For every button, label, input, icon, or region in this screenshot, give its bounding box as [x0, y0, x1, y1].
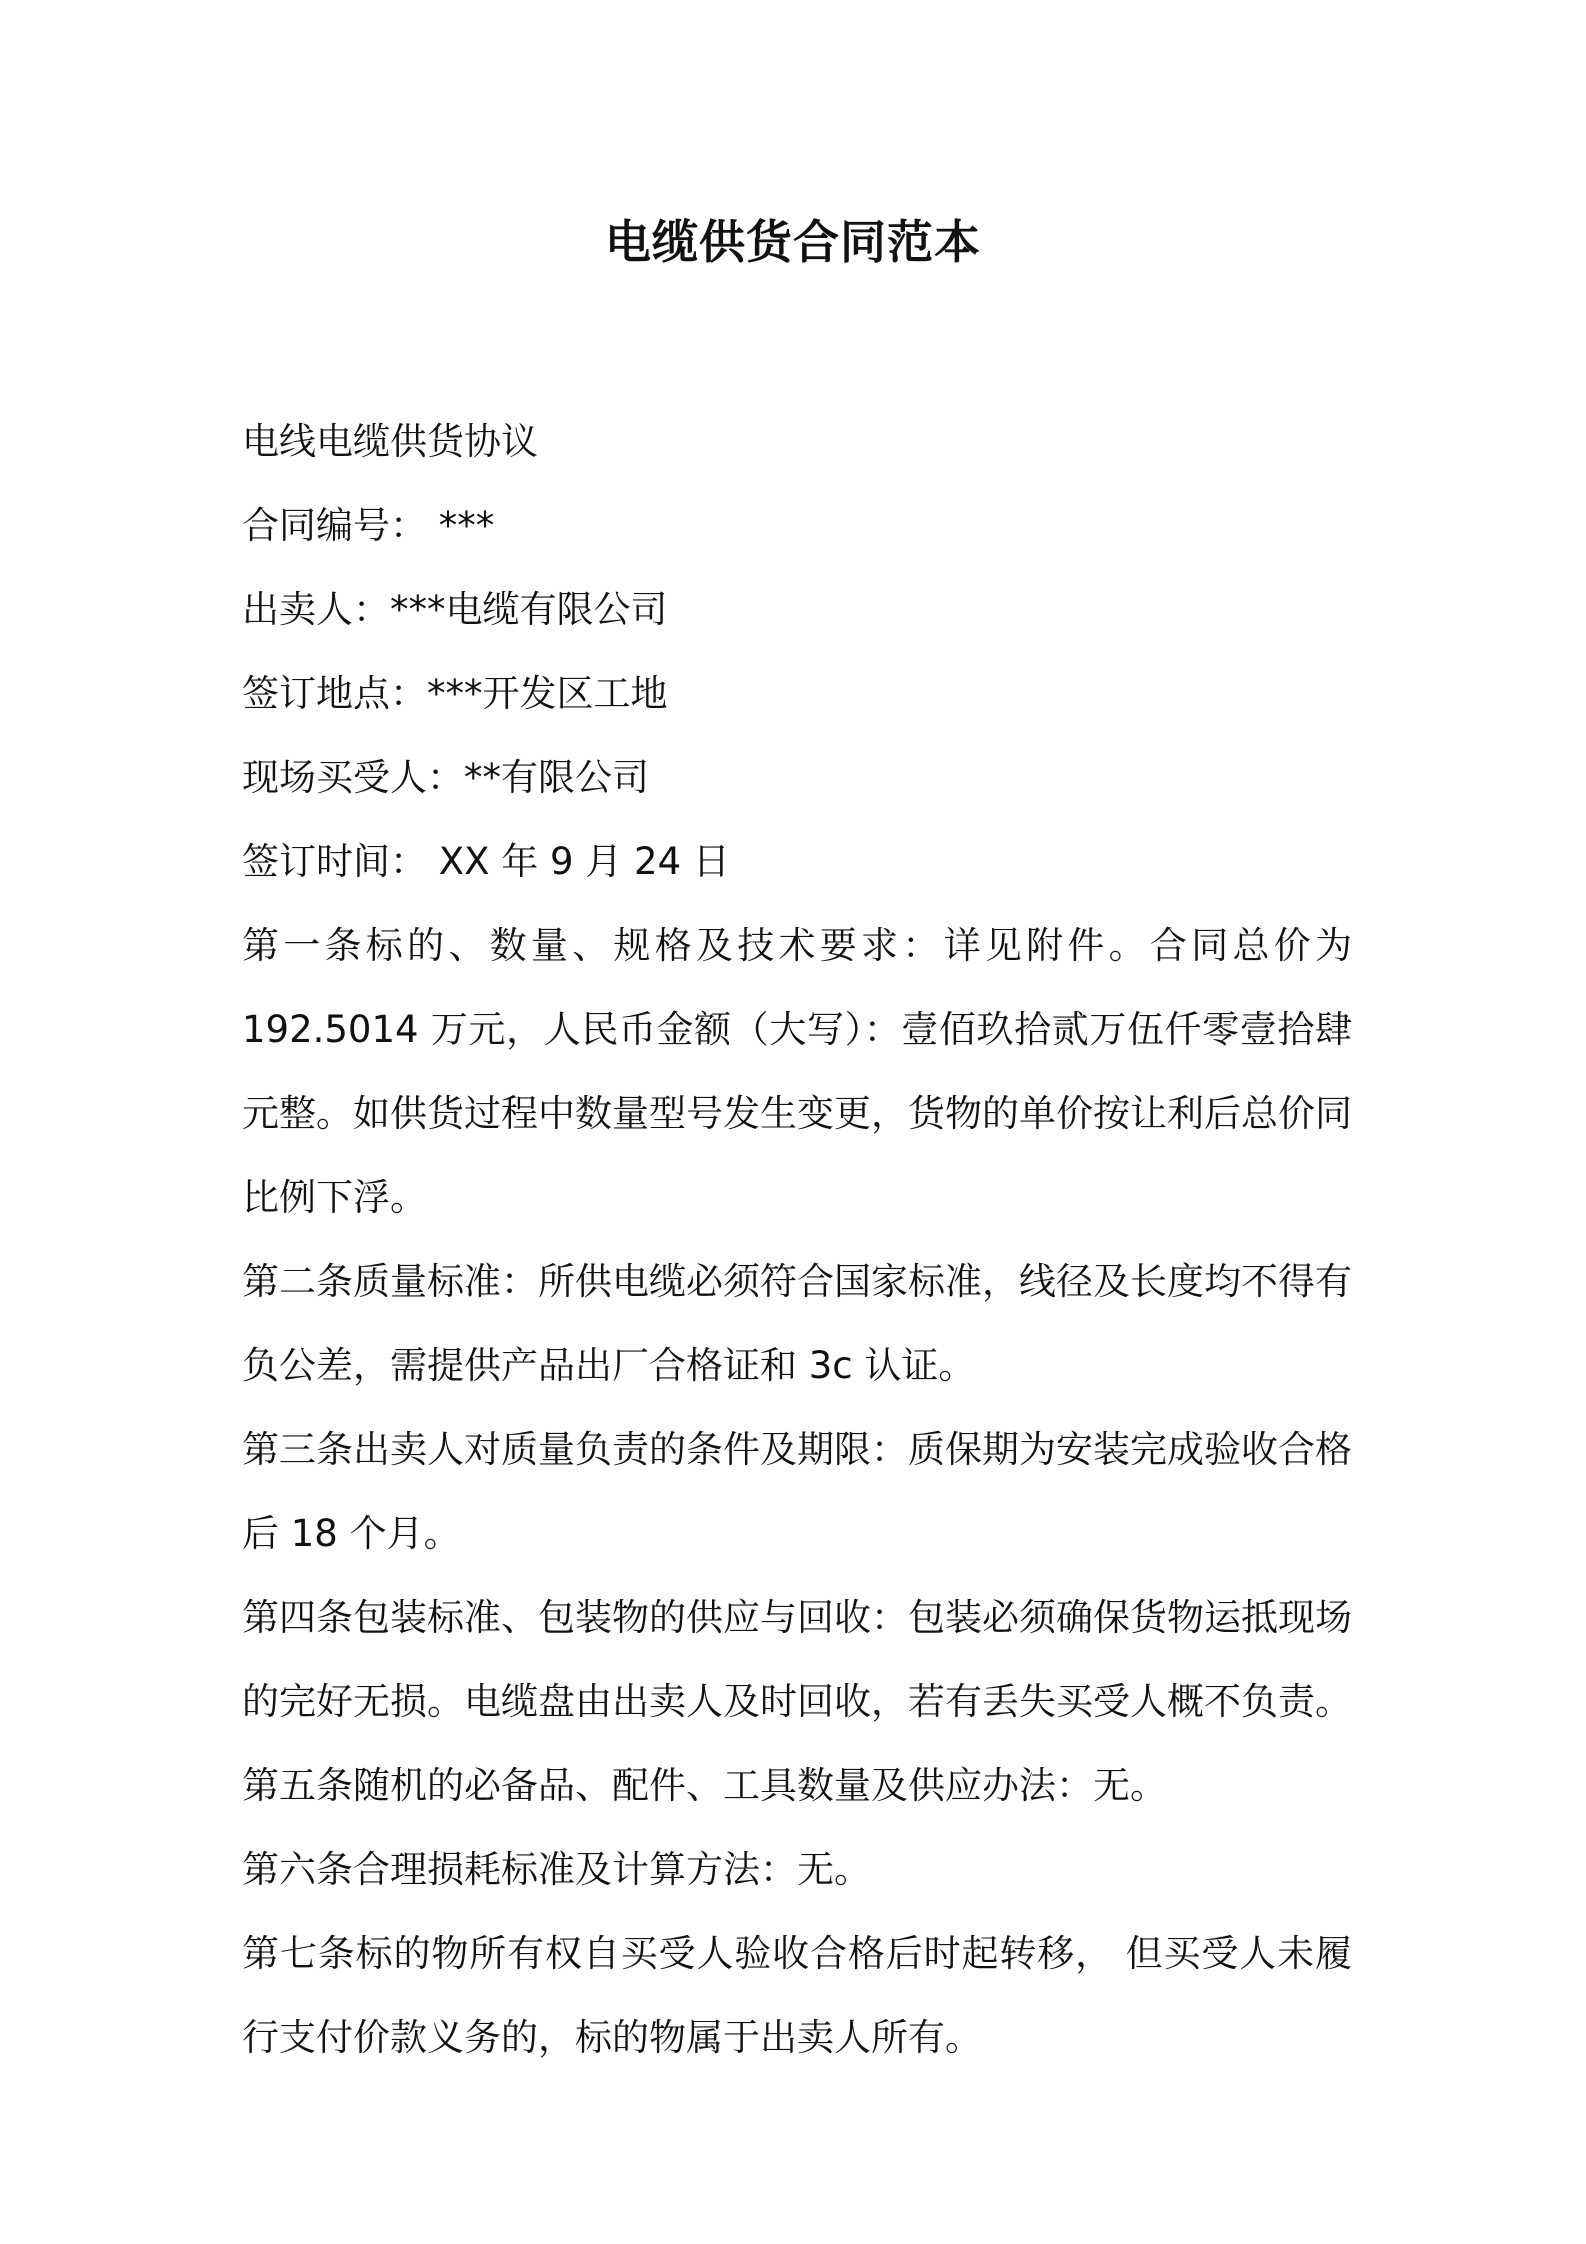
buyer: 现场买受人：**有限公司 [242, 756, 649, 799]
clause-2: 第二条质量标准：所供电缆必须符合国家标准，线径及长度均不得有负公差，需提供产品出厂合格证和 3c 认证。 [242, 1260, 1352, 1387]
contract-number: 合同编号： *** [242, 504, 495, 547]
clause-6: 第六条合理损耗标准及计算方法：无。 [242, 1848, 871, 1891]
signing-time: 签订时间： XX 年 9 月 24 日 [242, 840, 730, 883]
agreement-subtitle: 电线电缆供货协议 [242, 420, 538, 463]
document-title: 电缆供货合同范本 [605, 215, 981, 269]
clause-4: 第四条包装标准、包装物的供应与回收：包装必须确保货物运抵现场的完好无损。电缆盘由出卖人及时回收，若有丢失买受人概不负责。 [242, 1596, 1352, 1723]
clause-7: 第七条标的物所有权自买受人验收合格后时起转移， 但买受人未履行支付价款义务的，标的物属于出卖人所有。 [242, 1932, 1352, 2059]
clause-5: 第五条随机的必备品、配件、工具数量及供应办法：无。 [242, 1764, 1167, 1807]
seller: 出卖人：***电缆有限公司 [242, 588, 668, 631]
clause-1: 第一条标的、数量、规格及技术要求：详见附件。合同总价为 192.5014 万元，人民币金额（大写）：壹佰玖拾贰万伍仟零壹拾肆元整。如供货过程中数量型号发生变更，货物的单价按让利后总价同比例下浮。 [242, 924, 1352, 1219]
signing-place: 签订地点：***开发区工地 [242, 672, 668, 715]
clause-3: 第三条出卖人对质量负责的条件及期限：质保期为安装完成验收合格后 18 个月。 [242, 1428, 1352, 1555]
document-body [242, 400, 1352, 2080]
